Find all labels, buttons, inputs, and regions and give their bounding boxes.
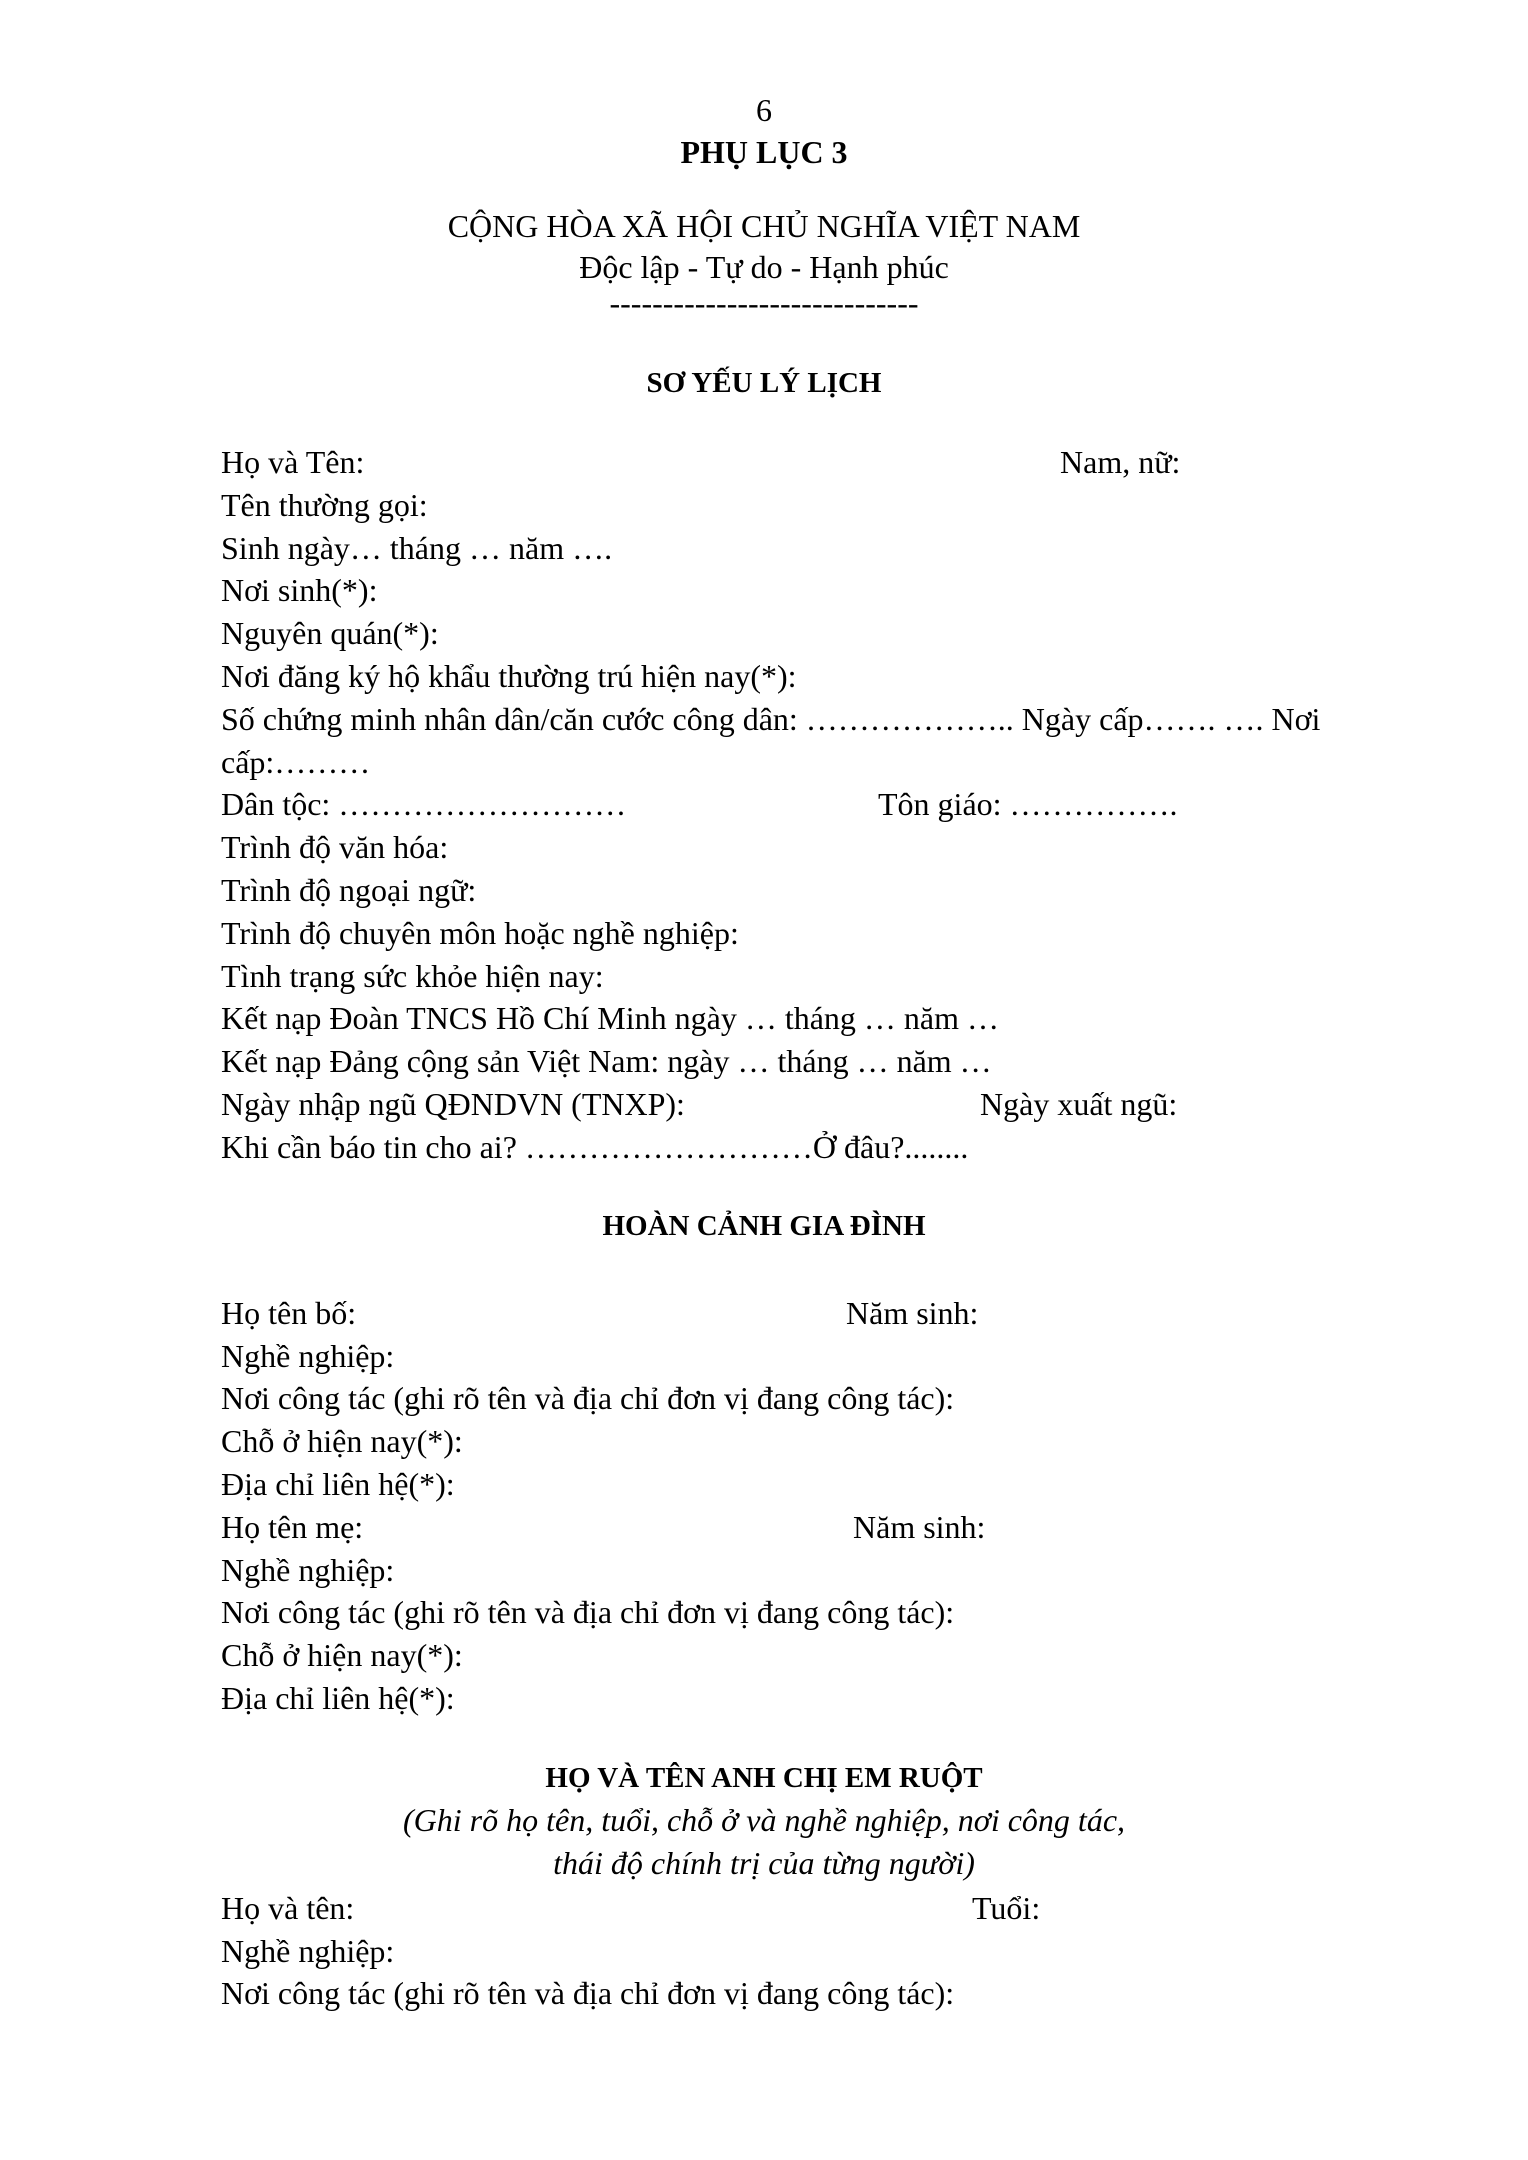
health-status-label: Tình trạng sức khỏe hiện nay: <box>221 958 604 994</box>
father-contact-label: Địa chỉ liên hệ(*): <box>221 1466 455 1502</box>
emergency-contact-label: Khi cần báo tin cho ai? ………………………Ở đâu?........ <box>221 1129 969 1165</box>
party-admission-label: Kết nạp Đảng cộng sản Việt Nam: ngày … tháng … năm … <box>221 1043 992 1079</box>
siblings-note-line1: (Ghi rõ họ tên, tuổi, chỗ ở và nghề nghiệp, nơi công tác, <box>402 1802 1126 1838</box>
religion-label: Tôn giáo: ……………. <box>878 786 1178 822</box>
enlistment-date-label: Ngày nhập ngũ QĐNDVN (TNXP): <box>221 1086 685 1122</box>
sibling-age-label: Tuổi: <box>972 1890 1041 1926</box>
father-birth-year-label: Năm sinh: <box>846 1295 979 1331</box>
mother-contact-label: Địa chỉ liên hệ(*): <box>221 1680 455 1716</box>
id-issue-place-label: cấp:……… <box>221 744 371 780</box>
hometown-label: Nguyên quán(*): <box>221 615 439 651</box>
father-occupation-label: Nghề nghiệp: <box>221 1338 395 1374</box>
gender-label: Nam, nữ: <box>1060 444 1181 480</box>
sibling-name-label: Họ và tên: <box>221 1890 355 1926</box>
mother-workplace-label: Nơi công tác (ghi rõ tên và địa chỉ đơn vị đang công tác): <box>221 1594 955 1630</box>
mother-residence-label: Chỗ ở hiện nay(*): <box>221 1637 463 1673</box>
foreign-language-label: Trình độ ngoại ngữ: <box>221 872 477 908</box>
mother-occupation-label: Nghề nghiệp: <box>221 1552 395 1588</box>
siblings-title: HỌ VÀ TÊN ANH CHỊ EM RUỘT <box>545 1762 983 1794</box>
family-title: HOÀN CẢNH GIA ĐÌNH <box>602 1210 926 1242</box>
full-name-label: Họ và Tên: <box>221 444 365 480</box>
country-name: CỘNG HÒA XÃ HỘI CHỦ NGHĨA VIỆT NAM <box>447 208 1081 244</box>
youth-union-label: Kết nạp Đoàn TNCS Hồ Chí Minh ngày … tháng … năm … <box>221 1000 1000 1036</box>
national-motto: Độc lập - Tự do - Hạnh phúc <box>579 249 949 285</box>
father-workplace-label: Nơi công tác (ghi rõ tên và địa chỉ đơn vị đang công tác): <box>221 1380 955 1416</box>
mother-birth-year-label: Năm sinh: <box>853 1509 986 1545</box>
mother-name-label: Họ tên mẹ: <box>221 1509 364 1545</box>
sibling-workplace-label: Nơi công tác (ghi rõ tên và địa chỉ đơn vị đang công tác): <box>221 1975 955 2011</box>
siblings-note-line2: thái độ chính trị của từng người) <box>553 1845 975 1881</box>
appendix-title: PHỤ LỤC 3 <box>680 134 848 170</box>
resume-title: SƠ YẾU LÝ LỊCH <box>646 367 882 399</box>
page-number: 6 <box>756 92 772 128</box>
birth-place-label: Nơi sinh(*): <box>221 572 378 608</box>
father-name-label: Họ tên bố: <box>221 1295 357 1331</box>
id-number-label: Số chứng minh nhân dân/căn cước công dân: ……………….. Ngày cấp……. …. Nơi <box>221 701 1321 737</box>
header-divider: ----------------------------- <box>609 285 919 321</box>
father-residence-label: Chỗ ở hiện nay(*): <box>221 1423 463 1459</box>
discharge-date-label: Ngày xuất ngũ: <box>980 1086 1178 1122</box>
professional-level-label: Trình độ chuyên môn hoặc nghề nghiệp: <box>221 915 739 951</box>
ethnicity-label: Dân tộc: ……………………… <box>221 786 627 822</box>
permanent-residence-label: Nơi đăng ký hộ khẩu thường trú hiện nay(*): <box>221 658 797 694</box>
common-name-label: Tên thường gọi: <box>221 487 428 523</box>
sibling-occupation-label: Nghề nghiệp: <box>221 1933 395 1969</box>
birth-date-label: Sinh ngày… tháng … năm …. <box>221 530 613 566</box>
education-level-label: Trình độ văn hóa: <box>221 829 449 865</box>
